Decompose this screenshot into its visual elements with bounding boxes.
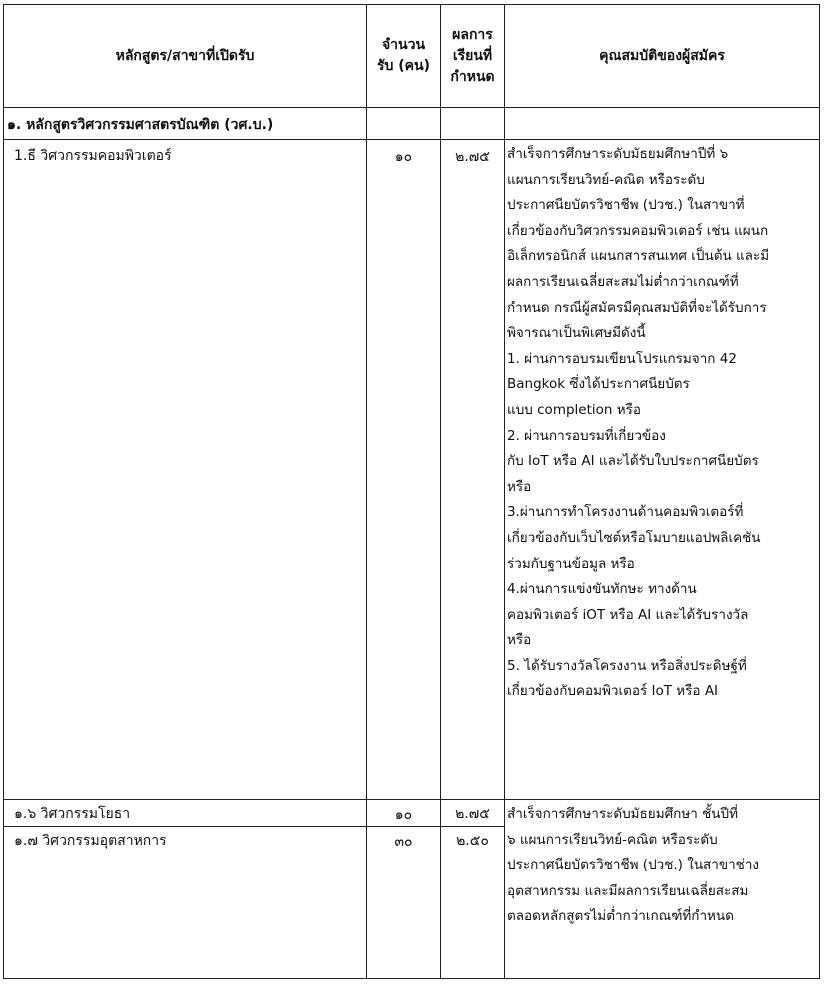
qualification-line: แบบ completion หรือ [507,401,641,418]
qualifications-cell [505,140,820,800]
header-qualifications: คุณสมบัติของผู้สมัคร [505,5,820,108]
qualification-line: 3.ผ่านการทำโครงงานด้านคอมพิวเตอร์ที่ [507,504,744,521]
section-row [4,108,820,140]
qualification-line: ร่วมกับฐานข้อมูล หรือ [507,555,635,572]
qualification-line: แผนการเรียนวิทย์-คณิต หรือระดับ [507,171,705,188]
course-name: ๑.๗ วิศวกรรมอุตสาหการ [14,833,167,849]
admission-table [3,4,820,979]
quota-cell [367,827,441,979]
section-title-text: ๑. หลักสูตรวิศวกรรมศาสตรบัณฑิต (วศ.บ.) [7,117,274,133]
section-title [4,108,367,140]
gpa-value: ๒.๗๕ [455,149,490,165]
quota-cell [367,140,441,800]
qualification-line: 1. ผ่านการอบรมเขียนโปรแกรมจาก 42 [507,350,737,367]
qualification-line: อุตสาหกรรม และมีผลการเรียนเฉลี่ยสะสม [507,882,749,899]
qualification-line: ประกาศนียบัตรวิชาชีพ (ปวช.) ในสาขาช่าง [507,857,760,874]
header-gpa [441,5,505,108]
qualification-line: เกี่ยวข้องกับคอมพิวเตอร์ IoT หรือ AI [507,683,719,700]
course-name: ๑.๖ วิศวกรรมโยธา [14,806,131,822]
header-quota-line1: จำนวน [381,37,426,53]
quota-value: ๓๐ [394,834,413,850]
header-row [4,5,820,108]
qualification-line: เกี่ยวข้องกับเว็บไซต์หรือโมบายแอปพลิเคชัน [507,529,761,546]
qualification-line: หรือ [507,478,532,495]
qualification-line: หรือ [507,632,532,649]
qualification-line: ๖ แผนการเรียนวิทย์-คณิต หรือระดับ [507,831,718,848]
quota-value: ๑๐ [394,807,413,823]
table-row [4,800,820,827]
course-name: 1.ธี วิศวกรรมคอมพิวเตอร์ [14,148,172,164]
gpa-cell [441,140,505,800]
header-quota [367,5,441,108]
qualifications-text [505,800,819,930]
gpa-value: ๒.๗๕ [455,806,490,822]
qualification-line: คอมพิวเตอร์ iOT หรือ AI และได้รับรางวัล [507,606,749,623]
course-cell [4,140,367,800]
quota-value: ๑๐ [394,149,413,165]
course-cell [4,827,367,979]
qualification-line: 4.ผ่านการแข่งขันทักษะ ทางด้าน [507,581,697,598]
header-course: หลักสูตร/สาขาที่เปิดรับ [4,5,367,108]
qualification-line: สำเร็จการศึกษาระดับมัธยมศึกษาปีที่ ๖ [507,146,729,162]
qualification-line: เกี่ยวข้องกับวิศวกรรมคอมพิวเตอร์ เช่น แผนก [507,222,769,239]
header-gpa-line1: ผลการ [452,26,493,43]
gpa-cell [441,800,505,827]
course-cell [4,800,367,827]
qualification-line: ประกาศนียบัตรวิชาชีพ (ปวช.) ในสาขาที่ [507,197,745,214]
table-row [4,140,820,800]
qualification-line: สำเร็จการศึกษาระดับมัธยมศึกษา ชั้นปีที่ [507,806,738,822]
qualification-line: พิจารณาเป็นพิเศษมีดังนี้ [507,325,646,342]
gpa-cell [441,827,505,979]
section-empty-cell [441,108,505,140]
gpa-value: ๒.๕๐ [456,833,489,849]
qualifications-cell [505,800,820,979]
qualification-line: Bangkok ซึ่งได้ประกาศนียบัตร [507,376,690,393]
header-gpa-line3: กำหนด [450,68,495,85]
header-gpa-line2: เรียนที่ [452,47,493,64]
qualification-line: 2. ผ่านการอบรมที่เกี่ยวข้อง [507,427,666,444]
qualifications-text [505,140,819,705]
section-empty-cell [505,108,820,140]
qualification-line: 5. ได้รับรางวัลโครงงาน หรือสิ่งประดิษฐ์ที่ [507,657,747,674]
qualification-line: ผลการเรียนเฉลี่ยสะสมไม่ต่ำกว่าเกณฑ์ที่ [507,273,739,290]
qualification-line: กับ IoT หรือ AI และได้รับใบประกาศนียบัตร [507,453,759,470]
header-quota-line2: รับ (คน) [376,58,430,74]
qualification-line: อิเล็กทรอนิกส์ แผนกสารสนเทศ เป็นต้น และมี [507,248,770,265]
qualification-line: ตลอดหลักสูตรไม่ต่ำกว่าเกณฑ์ที่กำหนด [507,908,734,925]
quota-cell [367,800,441,827]
section-empty-cell [367,108,441,140]
qualification-line: กำหนด กรณีผู้สมัครมีคุณสมบัติที่จะได้รับการ [507,299,767,316]
